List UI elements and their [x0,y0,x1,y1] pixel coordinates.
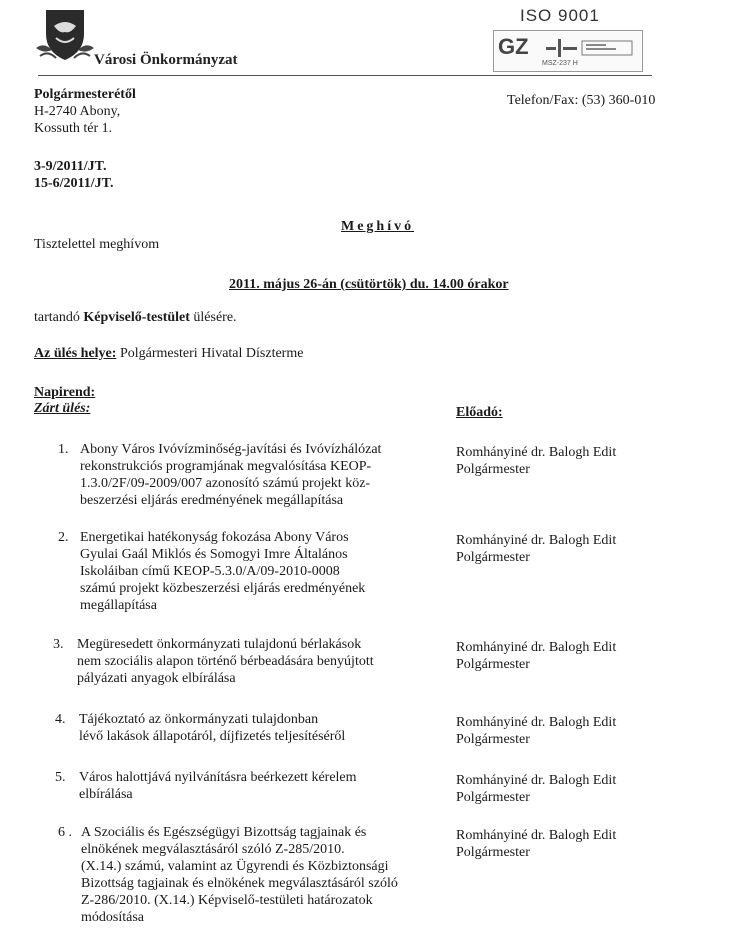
cert-letters: GZ [498,34,529,59]
reference-number-1: 3-9/2011/JT. [34,159,107,174]
agenda-item-number: 5. [55,770,66,785]
agenda-item-text-line: lévő lakások állapotáról, díjfizetés teljesítéséről [79,729,346,744]
purpose-suffix: ülésére. [189,310,237,325]
agenda-item-text-line: Abony Város Ivóvízminőség-javítási és Ivóvízhálózat [80,442,382,457]
speaker-name: Romhányiné dr. Balogh Edit [456,773,617,788]
agenda-item-text-line: (X.14.) számú, valamint az Ügyrendi és Közbiztonsági [81,859,389,874]
speaker-name: Romhányiné dr. Balogh Edit [456,640,617,655]
venue-value: Polgármesteri Hivatal Díszterme [116,346,304,361]
agenda-item-number: 2. [58,530,69,545]
agenda-item-number: 6 . [58,825,72,840]
agenda-item-text-line: rekonstrukciós programjának megvalósítása KEOP- [80,459,372,474]
agenda-item-text-line: Bizottság tagjainak és elnökének megválasztásáról szóló [81,876,398,891]
agenda-item-text-line: beszerzési eljárás eredményének megállapítása [80,493,344,508]
agenda-item-text-line: Város halottjává nyilvánításra beérkezett kérelem [79,770,357,785]
cert-code: MSZ-237 H [542,60,578,67]
agenda-item-text-line: 1.3.0/2F/09-2009/007 azonosító számú projekt köz- [80,476,371,491]
agenda-item-text-line: Gyulai Gaál Miklós és Somogyi Imre Általános [80,547,348,562]
invitation-greeting: Tisztelettel meghívom [34,237,160,252]
iso-title: ISO 9001 [520,6,600,25]
agenda-item-text-line: elnökének megválasztásáról szóló Z-285/2010. [81,842,345,857]
sender-address-line1: H-2740 Abony, [34,104,121,119]
agenda-item-text-line: módosítása [81,910,144,925]
meeting-purpose [34,309,237,326]
agenda-item-text-line: számú projekt közbeszerzési eljárás eredményének [80,581,366,596]
agenda-item-text-line: A Szociális és Egészségügyi Bizottság tagjainak és [81,825,367,840]
speaker-role: Polgármester [456,462,530,477]
org-name: Városi Önkormányzat [94,52,238,68]
agenda-item-text-line: Iskoláiban című KEOP-5.3.0/A/09-2010-0008 [80,564,340,579]
sender-phone: Telefon/Fax: (53) 360-010 [507,93,656,108]
certification-logo [493,30,643,72]
agenda-item-number: 4. [55,712,66,727]
speaker-name: Romhányiné dr. Balogh Edit [456,715,617,730]
sender-address-line2: Kossuth tér 1. [34,121,113,136]
agenda-item-text-line: nem szociális alapon történő bérbeadására benyújtott [77,654,374,669]
speaker-role: Polgármester [456,732,530,747]
speaker-header: Előadó: [456,405,503,420]
agenda-item-text-line: Z-286/2010. (X.14.) Képviselő-testületi határozatok [81,893,373,908]
agenda-label: Napirend: [34,385,96,400]
speaker-role: Polgármester [456,790,530,805]
speaker-name: Romhányiné dr. Balogh Edit [456,445,617,460]
purpose-body: Képviselő-testület [83,310,190,325]
speaker-name: Romhányiné dr. Balogh Edit [456,533,617,548]
agenda-item-text-line: Megüresedett önkormányzati tulajdonú bérlakások [77,637,362,652]
purpose-prefix: tartandó [34,310,84,325]
meeting-date-time: 2011. május 26-án (csütörtök) du. 14.00 órakor [229,277,509,292]
reference-number-2: 15-6/2011/JT. [34,176,114,191]
speaker-role: Polgármester [456,550,530,565]
agenda-item-text-line: Energetikai hatékonyság fokozása Abony Város [80,530,349,545]
agenda-item-text-line: Tájékoztató az önkormányzati tulajdonban [79,712,319,727]
speaker-role: Polgármester [456,657,530,672]
header-divider [38,75,652,76]
cert-graphic-icon [546,37,636,59]
agenda-item-number: 3. [53,637,64,652]
speaker-name: Romhányiné dr. Balogh Edit [456,828,617,843]
meeting-venue [34,345,303,362]
agenda-item-text-line: megállapítása [80,598,157,613]
agenda-item-text-line: pályázati anyagok elbírálása [77,671,236,686]
venue-label: Az ülés helye: [34,346,117,361]
agenda-item-number: 1. [58,442,69,457]
invitation-title: Meghívó [341,219,415,234]
agenda-item-text-line: elbírálása [79,787,133,802]
sender-office: Polgármesterétől [34,87,136,102]
speaker-role: Polgármester [456,845,530,860]
municipal-crest-icon [34,4,96,66]
closed-session-label: Zárt ülés: [34,401,91,416]
